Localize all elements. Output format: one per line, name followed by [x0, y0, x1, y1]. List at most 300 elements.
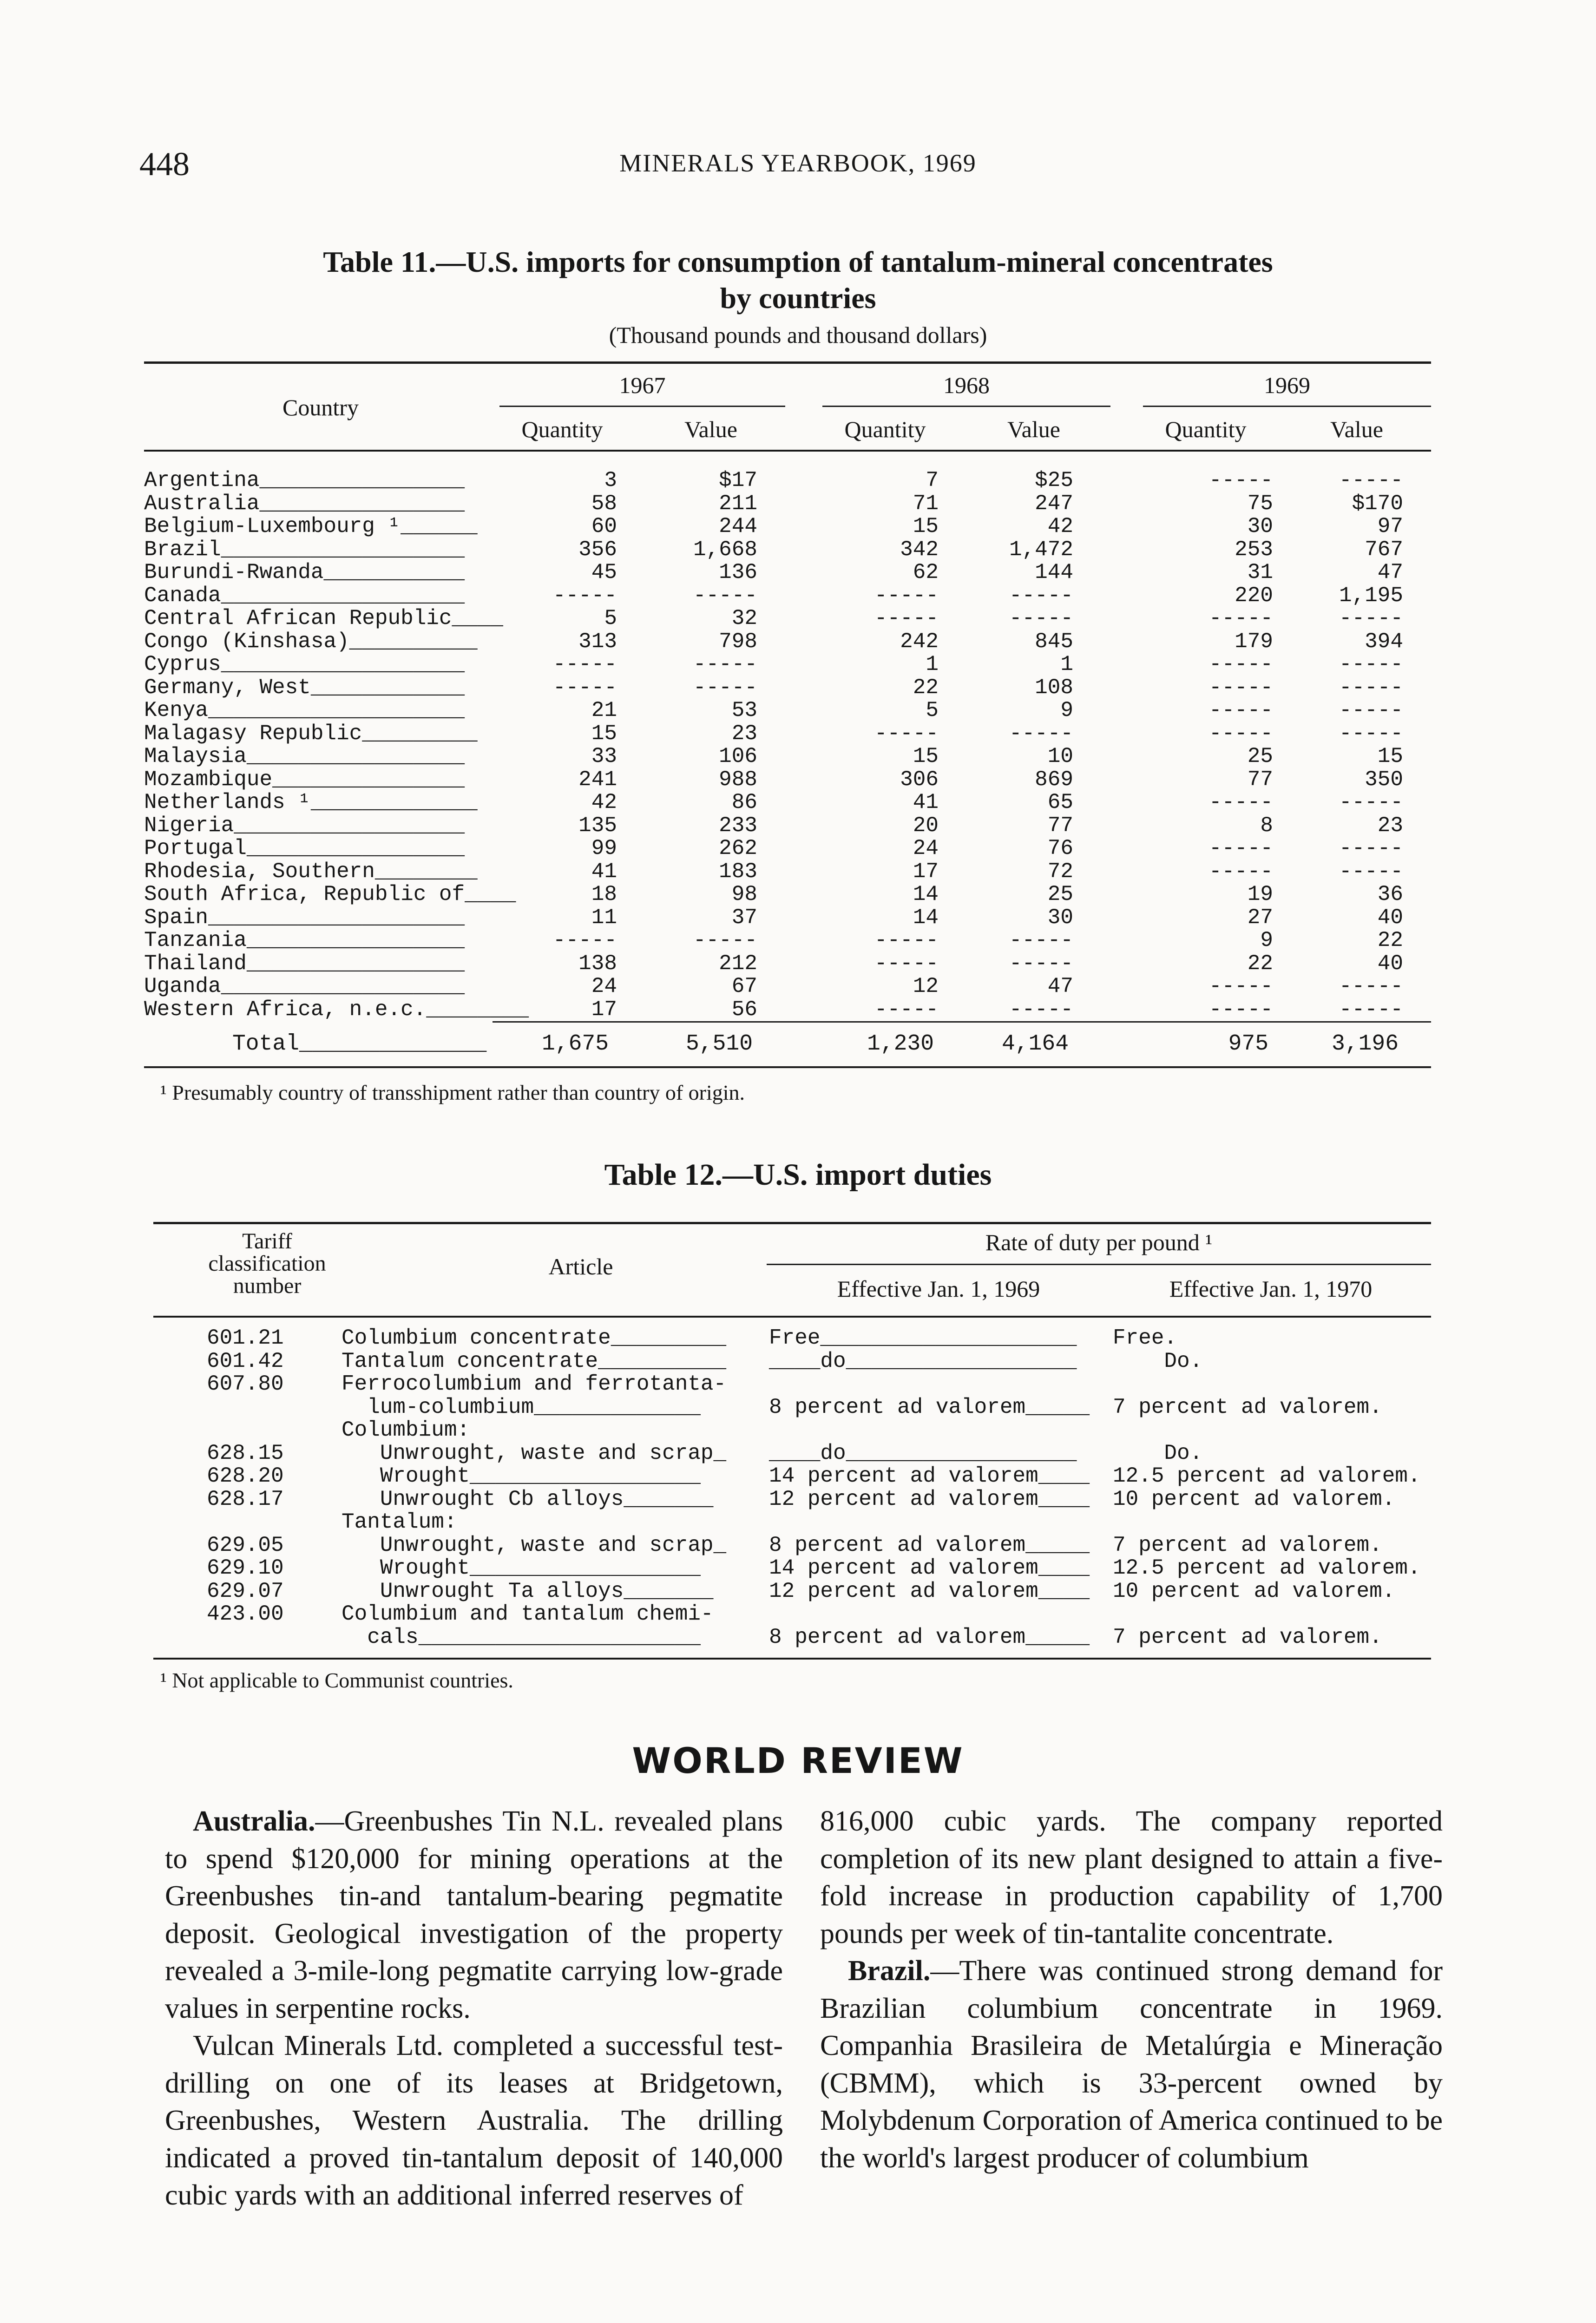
- table12-article-header: Article: [548, 1253, 613, 1280]
- rate-1969-cell: ____do__________________: [769, 1441, 1077, 1465]
- cell-1967-quantity: 99: [591, 836, 617, 860]
- cell-1969-quantity: -----: [1208, 652, 1273, 676]
- cell-1967-value: -----: [693, 675, 757, 700]
- country-cell: South Africa, Republic of____: [144, 882, 516, 906]
- cell-1967-quantity: 241: [578, 767, 617, 792]
- cell-1969-value: -----: [1339, 675, 1403, 700]
- table11-year-1969: 1969: [1264, 372, 1310, 398]
- tariff-number-cell: 423.00: [207, 1602, 284, 1626]
- rate-1970-cell: 10 percent ad valorem.: [1113, 1487, 1395, 1511]
- cell-1968-quantity: -----: [874, 606, 939, 630]
- cell-1969-value: 40: [1377, 905, 1403, 930]
- cell-1969-value: -----: [1339, 468, 1403, 492]
- table-row: [144, 883, 1431, 906]
- table-row: [144, 607, 1431, 630]
- table-row: [144, 952, 1431, 976]
- table11-title-line1: Table 11.—U.S. imports for consumption of tantalum-mineral concentrates: [323, 245, 1273, 278]
- cell-1967-quantity: 21: [591, 698, 617, 722]
- country-cell: Germany, West____________: [144, 675, 465, 700]
- cell-1967-value: 1,668: [693, 537, 757, 562]
- table-row: [144, 837, 1431, 860]
- cell-1968-value: 42: [1047, 514, 1073, 538]
- cell-1969-quantity: -----: [1208, 859, 1273, 884]
- cell-1968-quantity: 15: [913, 514, 939, 538]
- cell-1967-quantity: 11: [591, 905, 617, 930]
- rate-1970-cell: Free.: [1113, 1326, 1177, 1350]
- country-cell: Uganda___________________: [144, 974, 465, 998]
- table-row: [144, 814, 1431, 838]
- cell-1967-value: 211: [719, 491, 757, 516]
- tariff-number-cell: 607.80: [207, 1372, 284, 1396]
- rate-1969-cell: 8 percent ad valorem_____: [769, 1395, 1090, 1419]
- rate-1970-cell: 7 percent ad valorem.: [1113, 1533, 1382, 1557]
- cell-1967-quantity: 17: [591, 997, 617, 1022]
- table11-top-rule: [144, 361, 1431, 364]
- article-cell: Tantalum concentrate__________: [342, 1349, 727, 1373]
- cell-1968-quantity: -----: [874, 721, 939, 746]
- country-cell: Burundi-Rwanda___________: [144, 560, 465, 584]
- cell-1969-quantity: -----: [1208, 721, 1273, 746]
- cell-1967-quantity: 5: [604, 606, 617, 630]
- country-cell: Argentina________________: [144, 468, 465, 492]
- cell-1968-value: 76: [1047, 836, 1073, 860]
- table-row: [144, 515, 1431, 538]
- cell-1969-value: 97: [1377, 514, 1403, 538]
- country-cell: Portugal_________________: [144, 836, 465, 860]
- rate-1969-cell: 14 percent ad valorem____: [769, 1464, 1090, 1488]
- country-cell: Mozambique_______________: [144, 767, 465, 792]
- table11-header-bottom-rule: [144, 450, 1431, 452]
- cell-1969-value: -----: [1339, 836, 1403, 860]
- article-cell: Unwrought Ta alloys_______: [342, 1579, 714, 1603]
- tariff-number-cell: 628.20: [207, 1464, 284, 1488]
- table12-effective-1970-header: Effective Jan. 1, 1970: [1169, 1276, 1373, 1302]
- tariff-number-cell: 601.21: [207, 1326, 284, 1350]
- table12-tariff-header-line1: Tariff: [242, 1229, 292, 1253]
- paragraph-continued: 816,000 cubic yards. The company reported completion of its new plant designed to attain a five-fold increase in production capability of 1,700 pounds per week of tin-tantalite concentrate.: [820, 1805, 1443, 1949]
- cell-1968-value: 144: [1035, 560, 1073, 584]
- country-cell: Thailand_________________: [144, 951, 465, 976]
- cell-1969-value: 350: [1365, 767, 1403, 792]
- cell-1968-value: 30: [1047, 905, 1073, 930]
- lead-australia: Australia.: [193, 1805, 315, 1837]
- table11-country-header: Country: [282, 394, 359, 420]
- cell-1967-value: -----: [693, 583, 757, 608]
- cell-1968-quantity: 14: [913, 882, 939, 906]
- table-row: [0, 1396, 1596, 1419]
- table11-year-rule-1967: [499, 406, 785, 407]
- cell-1969-value: 394: [1365, 629, 1403, 654]
- rate-1970-cell: Do.: [1113, 1441, 1203, 1465]
- cell-1967-value: 86: [731, 790, 757, 814]
- tariff-number-cell: 601.42: [207, 1349, 284, 1373]
- cell-1968-value: -----: [1009, 721, 1073, 746]
- cell-1968-value: 10: [1047, 744, 1073, 768]
- table11-total-rule: [493, 1021, 1431, 1023]
- table-row: [144, 630, 1431, 654]
- table-row: [144, 469, 1431, 492]
- running-head: MINERALS YEARBOOK, 1969: [619, 149, 977, 177]
- cell-1967-value: 37: [731, 905, 757, 930]
- table11-total-label: Total______________: [232, 1031, 487, 1057]
- paragraph-brazil: [820, 1952, 1443, 2177]
- cell-1969-quantity: -----: [1208, 606, 1273, 630]
- rate-1970-cell: 7 percent ad valorem.: [1113, 1395, 1382, 1419]
- tariff-number-cell: 629.05: [207, 1533, 284, 1557]
- rate-1970-cell: Do.: [1113, 1349, 1203, 1373]
- cell-1968-quantity: -----: [874, 951, 939, 976]
- rate-1970-cell: 12.5 percent ad valorem.: [1113, 1464, 1421, 1488]
- cell-1968-value: $25: [1035, 468, 1073, 492]
- cell-1969-quantity: 27: [1247, 905, 1273, 930]
- table12-tariff-header-line3: number: [233, 1273, 302, 1298]
- table11-year-1968: 1968: [943, 372, 990, 398]
- cell-1968-quantity: 17: [913, 859, 939, 884]
- cell-1968-quantity: 5: [926, 698, 939, 722]
- article-cell: Columbium:: [342, 1418, 470, 1442]
- cell-1968-quantity: -----: [874, 583, 939, 608]
- cell-1968-quantity: 71: [913, 491, 939, 516]
- cell-1967-value: 67: [731, 974, 757, 998]
- cell-1969-quantity: -----: [1208, 468, 1273, 492]
- cell-1967-quantity: -----: [552, 928, 617, 952]
- country-cell: Malaysia_________________: [144, 744, 465, 768]
- cell-1969-quantity: -----: [1208, 974, 1273, 998]
- cell-1967-quantity: 135: [578, 813, 617, 838]
- country-cell: Central African Republic____: [144, 606, 503, 630]
- table12-effective-1969-header: Effective Jan. 1, 1969: [837, 1276, 1040, 1302]
- table-row: [0, 1418, 1596, 1442]
- table-row: [144, 860, 1431, 884]
- rate-1969-cell: 8 percent ad valorem_____: [769, 1533, 1090, 1557]
- cell-1967-quantity: -----: [552, 583, 617, 608]
- table-row: [144, 906, 1431, 930]
- cell-1969-quantity: 75: [1247, 491, 1273, 516]
- cell-1969-value: 767: [1365, 537, 1403, 562]
- cell-1968-quantity: 342: [900, 537, 939, 562]
- table-row: [144, 561, 1431, 584]
- lead-brazil: Brazil.: [848, 1955, 931, 1987]
- table-row: [144, 538, 1431, 562]
- table12-footnote: ¹ Not applicable to Communist countries.: [160, 1668, 513, 1692]
- cell-1967-value: 212: [719, 951, 757, 976]
- cell-1967-value: 988: [719, 767, 757, 792]
- country-cell: Kenya____________________: [144, 698, 465, 722]
- table-row: [0, 1442, 1596, 1465]
- table11-value-header: Value: [684, 416, 737, 442]
- cell-1969-value: $170: [1352, 491, 1403, 516]
- table-row: [144, 676, 1431, 700]
- country-cell: Brazil___________________: [144, 537, 465, 562]
- cell-1967-quantity: 45: [591, 560, 617, 584]
- article-cell: Unwrought, waste and scrap_: [342, 1441, 727, 1465]
- table12-bottom-rule: [153, 1658, 1431, 1660]
- cell-1969-quantity: 25: [1247, 744, 1273, 768]
- cell-1967-quantity: 313: [578, 629, 617, 654]
- cell-1967-quantity: 33: [591, 744, 617, 768]
- table11-year-rule-1968: [822, 406, 1110, 407]
- tariff-number-cell: 629.10: [207, 1556, 284, 1580]
- table11-title-line2: by countries: [720, 282, 876, 315]
- cell-1969-quantity: -----: [1208, 790, 1273, 814]
- country-cell: Cyprus___________________: [144, 652, 465, 676]
- cell-1968-quantity: 22: [913, 675, 939, 700]
- cell-1967-quantity: 3: [604, 468, 617, 492]
- cell-1969-value: 36: [1377, 882, 1403, 906]
- table11-year-1967: 1967: [619, 372, 666, 398]
- cell-1968-value: 72: [1047, 859, 1073, 884]
- cell-1968-quantity: 7: [926, 468, 939, 492]
- article-cell: Wrought__________________: [342, 1556, 701, 1580]
- rate-1970-cell: 7 percent ad valorem.: [1113, 1625, 1382, 1649]
- article-cell: cals______________________: [342, 1625, 701, 1649]
- cell-1968-value: -----: [1009, 606, 1073, 630]
- cell-1967-quantity: -----: [552, 652, 617, 676]
- cell-1967-value: 262: [719, 836, 757, 860]
- table12-rate-header: Rate of duty per pound ¹: [985, 1229, 1213, 1255]
- table12-tariff-header-line2: classification: [208, 1251, 326, 1276]
- cell-1969-value: -----: [1339, 974, 1403, 998]
- table11-total-1968-value: 4,164: [1001, 1031, 1069, 1057]
- paragraph-vulcan: Vulcan Minerals Ltd. completed a successful test-drilling on one of its leases at Bridgetown, Greenbushes, Western Australia. The drilling indicated a proved tin-tantalum deposit of 140,000 cubic yards with an additional inferred reserves of: [165, 2030, 783, 2211]
- article-cell: Tantalum:: [342, 1510, 457, 1534]
- article-cell: Unwrought Cb alloys_______: [342, 1487, 714, 1511]
- cell-1969-value: 22: [1377, 928, 1403, 952]
- cell-1969-quantity: 19: [1247, 882, 1273, 906]
- table12-title: Table 12.—U.S. import duties: [604, 1158, 992, 1192]
- cell-1968-quantity: 20: [913, 813, 939, 838]
- right-column: [820, 1803, 1443, 2177]
- cell-1968-value: 108: [1035, 675, 1073, 700]
- country-cell: Netherlands ¹_____________: [144, 790, 478, 814]
- cell-1968-quantity: 15: [913, 744, 939, 768]
- cell-1967-value: 106: [719, 744, 757, 768]
- cell-1969-quantity: -----: [1208, 698, 1273, 722]
- cell-1969-value: 15: [1377, 744, 1403, 768]
- cell-1967-value: -----: [693, 928, 757, 952]
- table11-total-1969-value: 3,196: [1331, 1031, 1399, 1057]
- rate-1969-cell: 12 percent ad valorem____: [769, 1579, 1090, 1603]
- paragraph-australia: [165, 1803, 783, 2027]
- cell-1968-value: 77: [1047, 813, 1073, 838]
- cell-1967-value: $17: [719, 468, 757, 492]
- cell-1967-quantity: 42: [591, 790, 617, 814]
- cell-1969-value: 1,195: [1339, 583, 1403, 608]
- table-row: [144, 929, 1431, 952]
- cell-1969-quantity: -----: [1208, 997, 1273, 1022]
- table-row: [144, 722, 1431, 746]
- cell-1967-value: 56: [731, 997, 757, 1022]
- table11-total-1967-quantity: 1,675: [541, 1031, 609, 1057]
- table-row: [144, 492, 1431, 516]
- cell-1969-quantity: 22: [1247, 951, 1273, 976]
- country-cell: Malagasy Republic_________: [144, 721, 478, 746]
- cell-1967-quantity: -----: [552, 675, 617, 700]
- country-cell: Nigeria__________________: [144, 813, 465, 838]
- cell-1967-value: 183: [719, 859, 757, 884]
- table12-rate-rule: [767, 1264, 1431, 1265]
- rate-1969-cell: 14 percent ad valorem____: [769, 1556, 1090, 1580]
- table-row: [0, 1326, 1596, 1350]
- cell-1968-quantity: -----: [874, 997, 939, 1022]
- country-cell: Australia________________: [144, 491, 465, 516]
- cell-1967-value: 53: [731, 698, 757, 722]
- table-row: [144, 745, 1431, 768]
- table-row: [0, 1510, 1596, 1534]
- article-cell: lum-columbium_____________: [342, 1395, 701, 1419]
- cell-1969-quantity: 253: [1235, 537, 1273, 562]
- article-cell: Unwrought, waste and scrap_: [342, 1533, 727, 1557]
- cell-1967-value: 23: [731, 721, 757, 746]
- cell-1967-value: 244: [719, 514, 757, 538]
- cell-1968-quantity: 62: [913, 560, 939, 584]
- article-cell: Wrought__________________: [342, 1464, 701, 1488]
- cell-1967-quantity: 24: [591, 974, 617, 998]
- table-row: [0, 1556, 1596, 1580]
- cell-1969-quantity: 9: [1260, 928, 1273, 952]
- paragraph-australia-body: —Greenbushes Tin N.L. revealed plans to spend $120,000 for mining operations at the Greenbushes tin-and tantalum-bearing pegmatite deposit. Geological investigation of the property revealed a 3-mile-long pegmatite carrying low-grade values in serpentine rocks.: [165, 1805, 783, 2024]
- country-cell: Canada___________________: [144, 583, 465, 608]
- article-cell: Columbium concentrate_________: [342, 1326, 727, 1350]
- table-row: [144, 998, 1431, 1022]
- table-row: [144, 699, 1431, 722]
- cell-1968-value: 247: [1035, 491, 1073, 516]
- cell-1968-quantity: 12: [913, 974, 939, 998]
- rate-1970-cell: 12.5 percent ad valorem.: [1113, 1556, 1421, 1580]
- country-cell: Western Africa, n.e.c.________: [144, 997, 529, 1022]
- cell-1968-value: 9: [1060, 698, 1073, 722]
- table12-tariff-header: [158, 1230, 376, 1297]
- article-cell: Columbium and tantalum chemi-: [342, 1602, 714, 1626]
- cell-1968-quantity: 306: [900, 767, 939, 792]
- cell-1969-quantity: 31: [1247, 560, 1273, 584]
- table-row: [0, 1488, 1596, 1511]
- table-row: [0, 1464, 1596, 1488]
- cell-1968-value: -----: [1009, 928, 1073, 952]
- cell-1969-value: -----: [1339, 652, 1403, 676]
- table11-year-rule-1969: [1143, 406, 1431, 407]
- left-column: [165, 1803, 783, 2214]
- cell-1968-value: 869: [1035, 767, 1073, 792]
- table11-total-1968-quantity: 1,230: [867, 1031, 934, 1057]
- cell-1968-quantity: 1: [926, 652, 939, 676]
- table-row: [0, 1626, 1596, 1649]
- rate-1969-cell: 12 percent ad valorem____: [769, 1487, 1090, 1511]
- table-row: [0, 1350, 1596, 1373]
- cell-1969-value: 40: [1377, 951, 1403, 976]
- table11-total-1967-value: 5,510: [685, 1031, 753, 1057]
- cell-1969-quantity: 77: [1247, 767, 1273, 792]
- cell-1968-value: 65: [1047, 790, 1073, 814]
- cell-1967-value: 798: [719, 629, 757, 654]
- table11-footnote: ¹ Presumably country of transshipment rather than country of origin.: [160, 1081, 745, 1104]
- table11-quantity-header: Quantity: [521, 416, 603, 442]
- rate-1969-cell: Free____________________: [769, 1326, 1077, 1350]
- table-row: [0, 1580, 1596, 1603]
- tariff-number-cell: 629.07: [207, 1579, 284, 1603]
- country-cell: Belgium-Luxembourg ¹______: [144, 514, 478, 538]
- tariff-number-cell: 628.17: [207, 1487, 284, 1511]
- table-row: [144, 653, 1431, 676]
- cell-1967-value: 233: [719, 813, 757, 838]
- table-row: [144, 768, 1431, 792]
- rate-1969-cell: 8 percent ad valorem_____: [769, 1625, 1090, 1649]
- rate-1969-cell: ____do__________________: [769, 1349, 1077, 1373]
- cell-1967-quantity: 356: [578, 537, 617, 562]
- cell-1967-quantity: 138: [578, 951, 617, 976]
- table12-header-bottom-rule: [153, 1316, 1431, 1318]
- table-row: [0, 1534, 1596, 1557]
- cell-1968-quantity: 24: [913, 836, 939, 860]
- cell-1968-quantity: 41: [913, 790, 939, 814]
- cell-1968-value: 845: [1035, 629, 1073, 654]
- cell-1969-quantity: -----: [1208, 675, 1273, 700]
- cell-1968-value: 47: [1047, 974, 1073, 998]
- cell-1967-quantity: 60: [591, 514, 617, 538]
- country-cell: Congo (Kinshasa)__________: [144, 629, 478, 654]
- cell-1967-value: 32: [731, 606, 757, 630]
- cell-1967-quantity: 18: [591, 882, 617, 906]
- article-cell: Ferrocolumbium and ferrotanta-: [342, 1372, 727, 1396]
- cell-1968-value: -----: [1009, 951, 1073, 976]
- cell-1968-value: 25: [1047, 882, 1073, 906]
- cell-1969-value: -----: [1339, 859, 1403, 884]
- paragraph-brazil-body: —There was continued strong demand for Brazilian columbium concentrate in 1969. Companhia Brasileira de Metalúrgia e Mineração (CBMM), which is 33-percent owned by Molybdenum Corporation of America continued to be the world's largest producer of columbium: [820, 1955, 1443, 2174]
- cell-1969-quantity: -----: [1208, 836, 1273, 860]
- table-row: [144, 584, 1431, 608]
- table12-top-rule: [153, 1222, 1431, 1224]
- cell-1969-value: -----: [1339, 790, 1403, 814]
- table11-value-header: Value: [1007, 416, 1060, 442]
- table11-quantity-header: Quantity: [1165, 416, 1247, 442]
- rate-1970-cell: 10 percent ad valorem.: [1113, 1579, 1395, 1603]
- table11-value-header: Value: [1330, 416, 1383, 442]
- table-row: [0, 1372, 1596, 1396]
- cell-1968-value: 1: [1060, 652, 1073, 676]
- table11-subtitle: (Thousand pounds and thousand dollars): [609, 322, 987, 348]
- cell-1969-value: -----: [1339, 721, 1403, 746]
- cell-1968-quantity: 14: [913, 905, 939, 930]
- table-row: [0, 1602, 1596, 1626]
- world-review-heading: WORLD REVIEW: [632, 1740, 964, 1781]
- cell-1968-value: -----: [1009, 997, 1073, 1022]
- cell-1969-quantity: 30: [1247, 514, 1273, 538]
- tariff-number-cell: 628.15: [207, 1441, 284, 1465]
- cell-1969-value: -----: [1339, 606, 1403, 630]
- table11-body: [144, 469, 1431, 1021]
- cell-1968-value: 1,472: [1009, 537, 1073, 562]
- page-number: 448: [139, 145, 190, 183]
- table11-bottom-rule: [144, 1066, 1431, 1068]
- cell-1969-quantity: 220: [1235, 583, 1273, 608]
- cell-1967-quantity: 58: [591, 491, 617, 516]
- cell-1968-quantity: -----: [874, 928, 939, 952]
- table11-quantity-header: Quantity: [844, 416, 926, 442]
- cell-1969-value: 23: [1377, 813, 1403, 838]
- table11-total-1969-quantity: 975: [1228, 1031, 1268, 1057]
- cell-1967-value: 136: [719, 560, 757, 584]
- cell-1968-value: -----: [1009, 583, 1073, 608]
- cell-1967-value: -----: [693, 652, 757, 676]
- cell-1969-value: -----: [1339, 698, 1403, 722]
- country-cell: Rhodesia, Southern________: [144, 859, 478, 884]
- cell-1967-quantity: 41: [591, 859, 617, 884]
- country-cell: Spain____________________: [144, 905, 465, 930]
- table-row: [144, 975, 1431, 998]
- cell-1969-quantity: 179: [1235, 629, 1273, 654]
- cell-1969-value: 47: [1377, 560, 1403, 584]
- cell-1969-value: -----: [1339, 997, 1403, 1022]
